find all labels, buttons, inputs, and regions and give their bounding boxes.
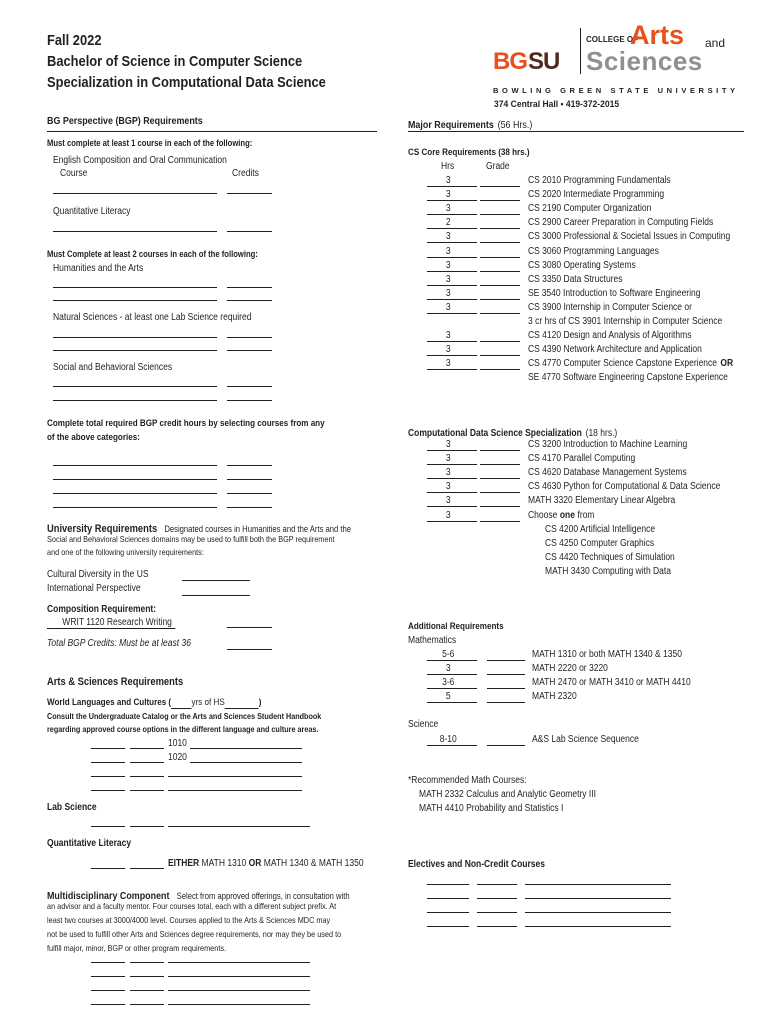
core-course: CS 2020 Intermediate Programming [528,189,665,201]
math-hrs-field[interactable] [427,702,477,703]
cds-hrs: (18 hrs.) [585,428,618,439]
core-course: CS 4770 Computer Science Capstone Experience OR [528,358,734,370]
core-course: CS 3000 Professional & Societal Issues in Computing [528,231,731,243]
core-grade-field[interactable] [480,355,520,356]
logo-bg-text: BG [493,48,527,75]
core-course: CS 3060 Programming Languages [528,245,659,257]
credits-field[interactable] [227,400,272,401]
math-grade-field[interactable] [487,702,525,703]
core-hrs: 3 [445,287,451,299]
international-field[interactable] [182,595,250,596]
lab-field[interactable] [130,826,164,827]
core-course: CS 3350 Data Structures [528,273,623,285]
math-course: MATH 1310 or both MATH 1340 & 1350 [532,649,682,660]
mdc-field[interactable] [91,976,125,977]
international-label: International Perspective [47,583,141,594]
cds-hrs: 3 [445,453,451,465]
quant-field[interactable] [130,868,164,869]
writ-text: WRIT 1120 Research Writing [47,617,175,629]
mdc-field[interactable] [168,976,310,977]
course-field[interactable] [53,493,217,494]
cds-hrs: 3 [445,481,451,493]
elective-field[interactable] [477,898,517,899]
yrs-field[interactable] [171,697,191,709]
consult-line1: Consult the Undergraduate Catalog or the Arts and Sciences Student Handbook [47,711,322,721]
cds-hrs: 3 [445,467,451,479]
grade-col-label: Grade [486,161,510,172]
address: 374 Central Hall • 419-372-2015 [494,99,620,110]
rec-course-1: MATH 2332 Calculus and Analytic Geometry III [419,789,597,800]
world-lang-row [47,697,261,709]
lang-1020: 1020 [168,752,187,763]
core-course: CS 3900 Internship in Computer Science or [528,301,692,313]
core-course: CS 2900 Career Preparation in Computing Fields [528,217,714,229]
sci-hrs-field[interactable] [427,745,477,746]
core-hrs: 3 [445,203,451,215]
credits-field[interactable] [227,507,272,508]
credits-field[interactable] [227,337,272,338]
math1340-label: MATH 1340 & MATH 1350 [263,858,364,869]
elective-field[interactable] [525,898,671,899]
core-hrs-field[interactable] [427,341,477,342]
course-field[interactable] [53,287,217,288]
lang-field[interactable] [190,748,302,749]
core-grade-field[interactable] [480,285,520,286]
math-hrs-field[interactable] [427,674,477,675]
total-bgp-label: Total BGP Credits: Must be at least 36 [47,638,191,649]
or-label: OR [248,858,262,869]
cds-course: Choose one from [528,509,595,521]
lab-field[interactable] [168,826,310,827]
lang-field[interactable] [130,790,164,791]
sci-course: A&S Lab Science Sequence [532,734,639,745]
world-lang-label: World Languages and Cultures ( [47,697,172,708]
credits-field[interactable] [227,493,272,494]
hrs-col-label: Hrs [441,161,455,172]
title-specialization: Specialization in Computational Data Science [47,74,326,91]
course-field[interactable] [53,231,217,232]
cds-grade-field[interactable] [480,450,520,451]
lang-field[interactable] [130,776,164,777]
mdc-field[interactable] [91,1004,125,1005]
math-hrs-field[interactable] [427,660,477,661]
math-choice-row [168,858,364,869]
elective-option: CS 4420 Techniques of Simulation [545,551,675,563]
cds-grade-field[interactable] [480,478,520,479]
course-field[interactable] [53,507,217,508]
course-field[interactable] [53,479,217,480]
recommended-label: *Recommended Math Courses: [408,775,527,786]
core-grade-field[interactable] [480,242,520,243]
credits-field[interactable] [227,465,272,466]
math-course: MATH 2320 [532,691,577,702]
core-hrs-field[interactable] [427,228,477,229]
math-grade-field[interactable] [487,688,525,689]
quant-field[interactable] [91,868,125,869]
course-field[interactable] [53,400,217,401]
core-hrs: 3 [445,301,451,313]
major-heading-row [408,115,532,133]
electives-heading: Electives and Non-Credit Courses [408,859,545,870]
core-hrs: 3 [445,330,451,342]
cds-hrs-field[interactable] [427,450,477,451]
mdc-line5: fulfill major, minor, BGP or other program requirements. [47,943,227,953]
logo-divider [580,28,581,74]
univ-note-2: Social and Behavioral Sciences domains may be used to fulfill both the BGP requirement [47,534,335,544]
cds-hrs-field[interactable] [427,492,477,493]
sci-hrs: 8-10 [439,734,457,745]
mdc-line3: least two courses at 3000/4000 level. Courses applied to the Arts & Sciences MDC may [47,915,331,925]
sci-grade-field[interactable] [487,745,525,746]
cds-course: CS 4630 Python for Computational & Data Science [528,481,721,493]
logo-su-text: SU [528,48,560,75]
core-hrs-field[interactable] [427,369,477,370]
cds-course: CS 4170 Parallel Computing [528,453,636,465]
lang-field[interactable] [130,748,164,749]
core-grade-field[interactable] [480,257,520,258]
rec-course-2: MATH 4410 Probability and Statistics I [419,803,564,814]
core-hrs-field[interactable] [427,214,477,215]
title-term: Fall 2022 [47,32,102,49]
science-label: Science [408,719,439,730]
cds-hrs: 3 [445,509,451,521]
math-hrs: 5-6 [442,649,455,660]
consult-line2: regarding approved course options in the different language and culture areas. [47,724,319,734]
elective-field[interactable] [477,912,517,913]
elective-field[interactable] [427,926,469,927]
core-hrs: 3 [445,245,451,257]
cultural-label: Cultural Diversity in the US [47,569,149,580]
core-course: 3 cr hrs of CS 3901 Internship in Computer Science [528,316,723,327]
core-hrs-field[interactable] [427,285,477,286]
cultural-field[interactable] [182,580,250,581]
english-label: English Composition and Oral Communication [53,155,227,166]
complete-total-line1: Complete total required BGP credit hours by selecting courses from any [47,418,325,429]
mdc-field[interactable] [168,990,310,991]
choose-from: from [577,509,595,521]
credits-field[interactable] [227,287,272,288]
must-two-heading: Must Complete at least 2 courses in each of the following: [47,249,258,259]
logo-college-text: COLLEGE OF [586,35,638,44]
credits-field[interactable] [227,479,272,480]
cds-course: MATH 3320 Elementary Linear Algebra [528,495,676,507]
yrs-label: yrs of HS [191,697,225,708]
core-grade-field[interactable] [480,341,520,342]
math-hrs: 3 [445,663,451,674]
course-field[interactable] [53,350,217,351]
mdc-field[interactable] [168,1004,310,1005]
mdc-field[interactable] [130,962,164,963]
core-hrs-field[interactable] [427,271,477,272]
social-label: Social and Behavioral Sciences [53,362,173,373]
math-hrs-field[interactable] [427,688,477,689]
core-course: CS 4390 Network Architecture and Application [528,344,702,356]
mdc-field[interactable] [130,990,164,991]
cds-hrs-field[interactable] [427,464,477,465]
lang-1010: 1010 [168,738,187,749]
lang-field[interactable] [168,776,302,777]
close-paren: ) [258,697,262,708]
core-grade-field[interactable] [480,313,520,314]
mdc-line2: an advisor and a faculty mentor. Four courses total, each with a different subject prefix. At [47,901,337,911]
mdc-field[interactable] [91,990,125,991]
core-hrs-field[interactable] [427,200,477,201]
elective-field[interactable] [427,884,469,885]
logo-and-text: and [705,36,726,50]
cds-grade-field[interactable] [480,521,520,522]
elective-field[interactable] [477,926,517,927]
logo-arts-text: Arts [630,20,685,50]
core-hrs-field[interactable] [427,299,477,300]
credits-field[interactable] [227,350,272,351]
course-field[interactable] [53,300,217,301]
math-grade-field[interactable] [487,660,525,661]
capstone-or: OR [720,358,734,370]
univ-heading: University Requirements [47,523,158,535]
core-course: CS 4120 Design and Analysis of Algorithms [528,330,692,342]
credits-field[interactable] [227,300,272,301]
cds-hrs-field[interactable] [427,506,477,507]
mdc-field[interactable] [168,962,310,963]
lang-field[interactable] [168,790,302,791]
course-field[interactable] [53,465,217,466]
divider [47,131,377,132]
lang-field[interactable] [91,762,125,763]
core-grade-field[interactable] [480,369,520,370]
lab-field[interactable] [91,826,125,827]
humanities-label: Humanities and the Arts [53,263,144,274]
cds-hrs-field[interactable] [427,478,477,479]
mdc-line4: not be used to fulfill other Arts and Sciences degree requirements, nor may they be used to [47,929,342,939]
elective-field[interactable] [525,912,671,913]
credits-field[interactable] [227,386,272,387]
cds-course: CS 4620 Database Management Systems [528,467,687,479]
elective-option: CS 4250 Computer Graphics [545,537,655,549]
mdc-field[interactable] [130,976,164,977]
cds-grade-field[interactable] [480,506,520,507]
elective-field[interactable] [525,884,671,885]
elective-field[interactable] [427,912,469,913]
core-hrs: 3 [445,259,451,271]
elective-option: CS 4200 Artificial Intelligence [545,523,656,535]
elective-field[interactable] [427,898,469,899]
core-hrs: 2 [445,217,451,229]
core-hrs-field[interactable] [427,257,477,258]
core-grade-field[interactable] [480,214,520,215]
univ-note-1: Designated courses in Humanities and the Arts and the [164,524,352,534]
cds-heading: Computational Data Science Specialization [408,428,582,439]
lang-field[interactable] [91,748,125,749]
complete-total-line2: of the above categories: [47,432,140,443]
logo-university-text: BOWLING GREEN STATE UNIVERSITY [493,86,739,95]
writ-credits-field[interactable] [227,627,272,628]
core-grade-field[interactable] [480,271,520,272]
additional-heading: Additional Requirements [408,621,504,632]
yrs-field-2[interactable] [225,697,259,709]
elective-field[interactable] [525,926,671,927]
core-grade-field[interactable] [480,200,520,201]
cds-grade-field[interactable] [480,464,520,465]
lab-science-heading: Lab Science [47,802,97,813]
lang-field[interactable] [91,790,125,791]
mdc-heading: Multidisciplinary Component [47,890,170,902]
core-course: SE 3540 Introduction to Software Engineering [528,287,701,299]
course-field[interactable] [53,193,217,194]
core-hrs: 3 [445,358,451,370]
core-grade-field[interactable] [480,228,520,229]
major-heading: Major Requirements [408,119,494,131]
cds-course: CS 3200 Introduction to Machine Learning [528,439,688,450]
lang-field[interactable] [130,762,164,763]
natural-label: Natural Sciences - at least one Lab Science required [53,312,252,323]
page-title [47,30,326,93]
credits-col-label: Credits [232,168,259,179]
core-course: CS 2190 Computer Organization [528,203,652,215]
course-col-label: Course [60,168,88,179]
credits-field[interactable] [227,231,272,232]
lang-field[interactable] [91,776,125,777]
cds-hrs: 3 [445,439,451,450]
math-grade-field[interactable] [487,674,525,675]
core-hrs: 3 [445,344,451,356]
core-grade-field[interactable] [480,186,520,187]
core-hrs: 3 [445,175,451,186]
composition-heading: Composition Requirement: [47,604,157,615]
lang-field[interactable] [190,762,302,763]
either-label: EITHER [168,858,200,869]
core-grade-field[interactable] [480,299,520,300]
title-degree: Bachelor of Science in Computer Science [47,53,303,70]
total-bgp-field[interactable] [227,649,272,650]
math-hrs: 3-6 [442,677,455,688]
core-hrs: 3 [445,231,451,243]
elective-option: MATH 3430 Computing with Data [545,565,671,577]
mdc-line1: Select from approved offerings, in consultation with [176,891,350,901]
elective-field[interactable] [477,884,517,885]
cs-core-heading: CS Core Requirements (38 hrs.) [408,147,530,158]
core-hrs-field[interactable] [427,355,477,356]
quant2-heading: Quantitative Literacy [47,838,132,849]
core-course: SE 4770 Software Engineering Capstone Experience [528,372,728,384]
choose-one: one [559,509,575,521]
credits-field[interactable] [227,193,272,194]
writ-label [47,617,197,629]
core-hrs: 3 [445,273,451,285]
math1310-label: MATH 1310 [201,858,247,869]
math-hrs: 5 [445,691,451,702]
mathematics-label: Mathematics [408,635,457,646]
cds-hrs-field[interactable] [427,521,477,522]
math-course: MATH 2470 or MATH 3410 or MATH 4410 [532,677,691,688]
core-course: CS 3080 Operating Systems [528,259,636,271]
univ-note-3: and one of the following university requirements: [47,547,204,557]
cds-hrs: 3 [445,495,451,507]
must-one-heading: Must complete at least 1 course in each of the following: [47,138,253,148]
core-course: CS 2010 Programming Fundamentals [528,175,671,186]
as-heading: Arts & Sciences Requirements [47,676,184,688]
core-hrs-field[interactable] [427,186,477,187]
core-hrs-field[interactable] [427,242,477,243]
core-hrs-field[interactable] [427,313,477,314]
mdc-field[interactable] [91,962,125,963]
mdc-field[interactable] [130,1004,164,1005]
quant-label: Quantitative Literacy [53,206,131,217]
core-hrs: 3 [445,189,451,201]
course-field[interactable] [53,386,217,387]
course-field[interactable] [53,337,217,338]
bgp-heading: BG Perspective (BGP) Requirements [47,115,203,127]
major-hrs: (56 Hrs.) [497,119,533,131]
logo-sciences-text: Sciences [586,46,703,76]
math-course: MATH 2220 or 3220 [532,663,608,674]
cds-grade-field[interactable] [480,492,520,493]
